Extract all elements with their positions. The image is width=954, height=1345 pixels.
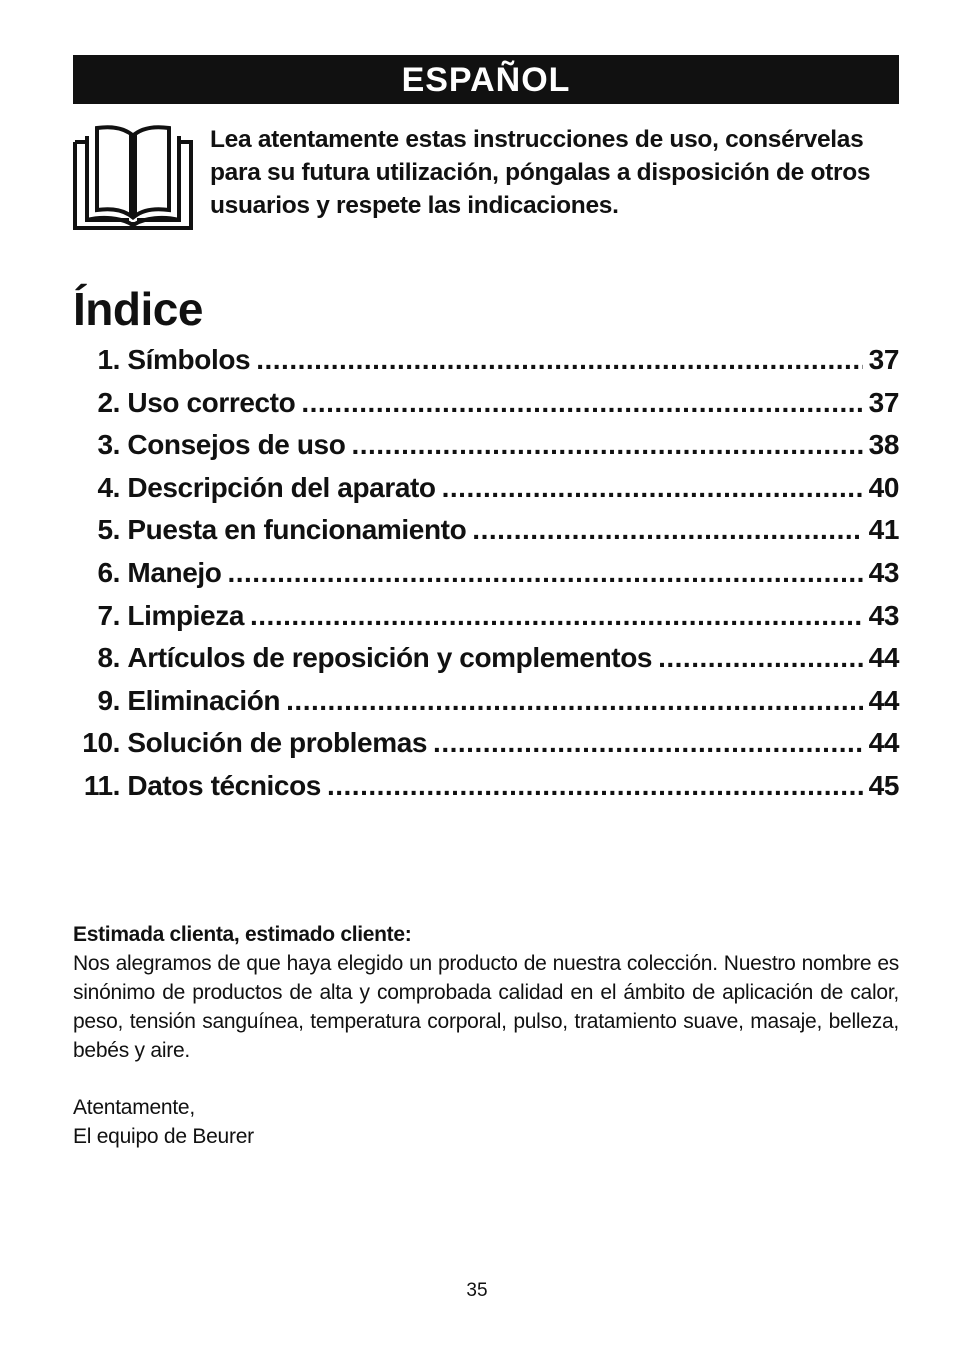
greeting-section — [73, 920, 899, 1065]
toc-entry-number: 10. — [82, 727, 120, 759]
toc-entry — [73, 642, 899, 685]
toc-entry — [73, 685, 899, 728]
toc-entry-page: 37 — [868, 386, 899, 418]
toc-entry-page: 44 — [868, 684, 899, 716]
toc-leader-dots — [301, 387, 862, 419]
toc-entry-page: 43 — [868, 556, 899, 588]
toc-entry-number: 11. — [83, 769, 120, 801]
toc-entry-page: 41 — [868, 514, 899, 546]
toc-leader-dots — [286, 685, 863, 717]
toc-leader-dots — [227, 557, 862, 589]
toc-entry-title: Eliminación — [127, 684, 281, 716]
toc-leader-dots — [256, 344, 862, 376]
book-icon — [73, 124, 193, 230]
toc-entry-page: 38 — [868, 429, 899, 461]
table-of-contents — [73, 344, 899, 813]
toc-entry-page: 40 — [868, 471, 899, 503]
toc-entry-title: Uso correcto — [127, 386, 296, 418]
toc-entry-title: Solución de problemas — [127, 727, 428, 759]
toc-entry — [73, 429, 899, 472]
toc-entry — [73, 770, 899, 813]
language-label: ESPAÑOL — [401, 61, 571, 99]
toc-entry-number: 9. — [97, 684, 120, 716]
toc-entry-number: 1. — [97, 344, 120, 375]
toc-entry-title: Símbolos — [127, 344, 251, 375]
toc-entry-page: 45 — [868, 769, 899, 801]
toc-leader-dots — [351, 429, 862, 461]
toc-entry-number: 5. — [97, 514, 120, 546]
toc-entry-title: Manejo — [127, 556, 222, 588]
toc-entry-title: Limpieza — [127, 599, 244, 631]
toc-leader-dots — [327, 770, 863, 802]
page-number: 35 — [466, 1280, 488, 1301]
toc-entry-title: Consejos de uso — [127, 429, 346, 461]
toc-entry — [73, 557, 899, 600]
toc-leader-dots — [472, 514, 862, 546]
toc-entry — [73, 472, 899, 515]
language-header — [73, 55, 899, 104]
toc-entry-number: 7. — [97, 599, 120, 631]
toc-entry-number: 8. — [97, 642, 120, 674]
toc-entry-page: 43 — [868, 599, 899, 631]
toc-entry-title: Descripción del aparato — [127, 471, 436, 503]
toc-entry-number: 6. — [97, 556, 120, 588]
toc-entry-number: 4. — [97, 471, 120, 503]
toc-entry — [73, 514, 899, 557]
toc-entry — [73, 600, 899, 643]
toc-entry-page: 37 — [868, 344, 899, 375]
toc-entry-title: Artículos de reposición y complementos — [127, 642, 653, 674]
toc-entry-title: Datos técnicos — [127, 769, 321, 801]
signoff-line: Atentamente, — [73, 1096, 195, 1119]
notice-text: Lea atentamente estas instrucciones de uso, consérvelas para su futura utilización, póngalas a disposición de otros usuarios y respete las indicaciones. — [210, 126, 871, 219]
toc-entry — [73, 727, 899, 770]
toc-entry-number: 3. — [97, 429, 120, 461]
greeting-heading: Estimada clienta, estimado cliente: — [73, 923, 412, 946]
signoff — [73, 1093, 254, 1151]
toc-entry-title: Puesta en funcionamiento — [127, 514, 467, 546]
toc-leader-dots — [442, 472, 863, 504]
toc-leader-dots — [658, 642, 863, 674]
greeting-body: Nos alegramos de que haya elegido un producto de nuestra colección. Nuestro nombre es sinónimo de productos de alta y comprobada calidad en el ámbito de aplicación de calor, peso, tensión sanguínea, temperatura corporal, pulso, tratamiento suave, masaje, belleza, bebés y aire. — [73, 952, 899, 1062]
toc-entry-page: 44 — [868, 727, 899, 759]
index-title: Índice — [73, 283, 203, 335]
toc-entry-number: 2. — [97, 386, 120, 418]
toc-leader-dots — [433, 727, 863, 759]
toc-entry-page: 44 — [868, 642, 899, 674]
toc-entry — [73, 344, 899, 387]
signoff-team: El equipo de Beurer — [73, 1125, 254, 1148]
read-instructions-notice — [73, 124, 899, 230]
toc-leader-dots — [250, 600, 863, 632]
toc-entry — [73, 387, 899, 430]
